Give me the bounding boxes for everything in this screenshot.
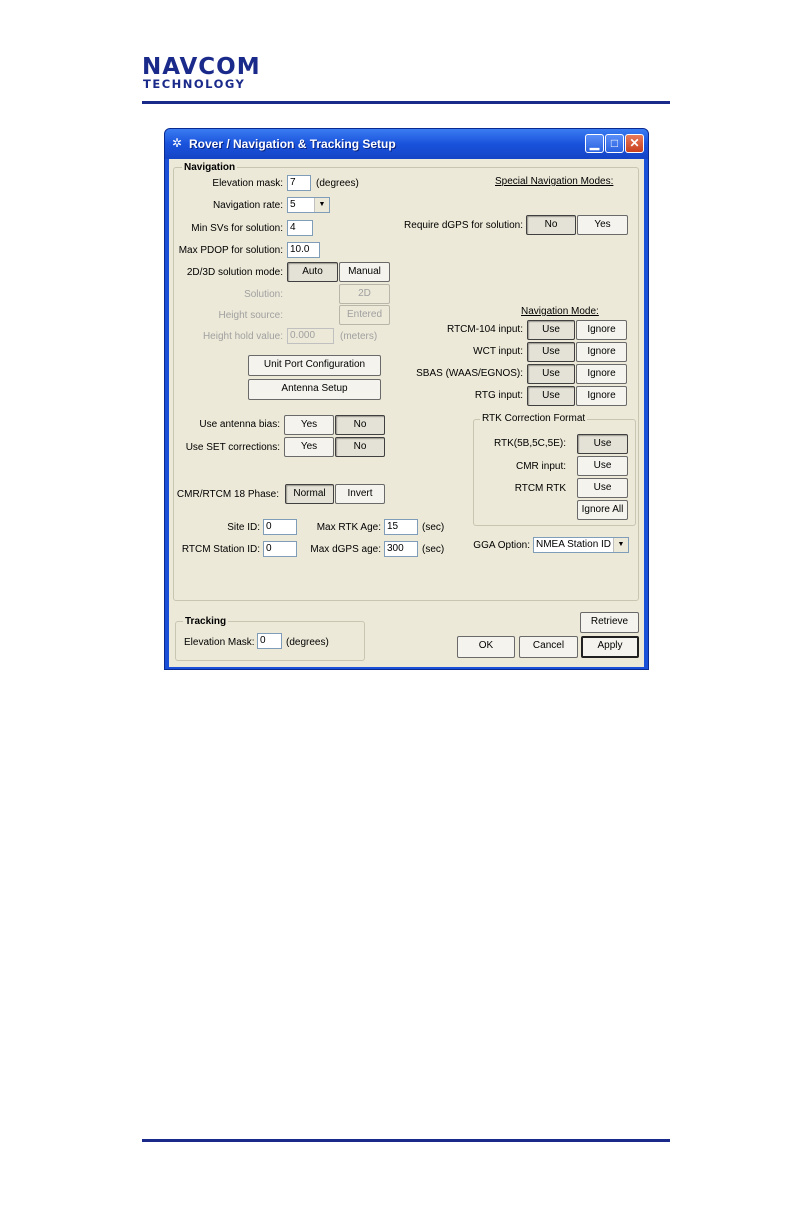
- chevron-down-icon[interactable]: ▼: [613, 538, 628, 552]
- maximize-button[interactable]: [605, 134, 624, 153]
- minimize-icon: ▁: [589, 136, 600, 150]
- cmr-phase-invert-button[interactable]: Invert: [335, 484, 385, 504]
- wct-label: WCT input:: [473, 346, 523, 357]
- satellite-icon: ✲: [172, 136, 183, 150]
- min-svs-label: Min SVs for solution:: [191, 223, 283, 234]
- tracking-group-label: Tracking: [185, 616, 227, 627]
- rtk-5b5c5e-label: RTK(5B,5C,5E):: [493, 438, 566, 449]
- antenna-setup-button[interactable]: Antenna Setup: [248, 379, 381, 400]
- title-bar[interactable]: [165, 129, 648, 159]
- height-source-label: Height source:: [218, 310, 283, 321]
- rtcm104-use-button[interactable]: Use: [527, 320, 575, 340]
- elevation-mask-label: Elevation mask:: [212, 178, 283, 189]
- navigation-rate-select[interactable]: [287, 197, 330, 213]
- apply-button[interactable]: Apply: [581, 636, 639, 658]
- chevron-down-icon[interactable]: ▼: [314, 198, 329, 212]
- height-source-entered-button[interactable]: Entered: [339, 305, 390, 325]
- set-corrections-label: Use SET corrections:: [185, 442, 280, 453]
- min-svs-input[interactable]: 4: [287, 220, 313, 236]
- set-corrections-no-button[interactable]: No: [335, 437, 385, 457]
- rtk-correction-format-label: RTK Correction Format: [482, 413, 586, 424]
- tracking-elevation-mask-label: Elevation Mask:: [184, 637, 255, 648]
- ignore-all-button[interactable]: Ignore All: [577, 500, 628, 520]
- rtk-5b5c5e-use-button[interactable]: Use: [577, 434, 628, 454]
- footer-rule: [142, 1139, 670, 1142]
- gga-option-value: NMEA Station ID: [536, 539, 612, 550]
- close-icon: ✕: [629, 136, 640, 150]
- require-dgps-label: Require dGPS for solution:: [404, 220, 523, 231]
- height-hold-label: Height hold value:: [202, 331, 283, 342]
- rtcm-rtk-label: RTCM RTK: [514, 483, 566, 494]
- rtg-ignore-button[interactable]: Ignore: [576, 386, 627, 406]
- require-dgps-no-button[interactable]: No: [526, 215, 576, 235]
- cmr-input-label: CMR input:: [515, 461, 566, 472]
- solution-2d-button[interactable]: 2D: [339, 284, 390, 304]
- close-button[interactable]: [625, 134, 644, 153]
- cmr-phase-normal-button[interactable]: Normal: [285, 484, 334, 504]
- cmr-phase-label: CMR/RTCM 18 Phase:: [176, 489, 279, 500]
- max-pdop-input[interactable]: 10.0: [287, 242, 320, 258]
- tracking-elevation-mask-unit: (degrees): [286, 637, 329, 648]
- antenna-bias-label: Use antenna bias:: [199, 419, 280, 430]
- solution-mode-label: 2D/3D solution mode:: [186, 267, 283, 278]
- logo-line2: TECHNOLOGY: [143, 77, 246, 91]
- gga-option-select[interactable]: [533, 537, 629, 553]
- solution-label: Solution:: [244, 289, 283, 300]
- rtcm104-ignore-button[interactable]: Ignore: [576, 320, 627, 340]
- minimize-button[interactable]: [585, 134, 604, 153]
- tracking-elevation-mask-input[interactable]: 0: [257, 633, 282, 649]
- rtcm-station-id-input[interactable]: 0: [263, 541, 297, 557]
- solution-mode-manual-button[interactable]: Manual: [339, 262, 390, 282]
- sbas-use-button[interactable]: Use: [527, 364, 575, 384]
- max-dgps-age-input[interactable]: 300: [384, 541, 418, 557]
- max-pdop-label: Max PDOP for solution:: [178, 245, 283, 256]
- max-rtk-age-unit: (sec): [422, 522, 445, 533]
- max-dgps-age-label: Max dGPS age:: [310, 544, 381, 555]
- rtg-label: RTG input:: [474, 390, 523, 401]
- rtcm-rtk-use-button[interactable]: Use: [577, 478, 628, 498]
- antenna-bias-no-button[interactable]: No: [335, 415, 385, 435]
- unit-port-configuration-button[interactable]: Unit Port Configuration: [248, 355, 381, 376]
- rtcm104-label: RTCM-104 input:: [447, 324, 523, 335]
- height-hold-input[interactable]: 0.000: [287, 328, 334, 344]
- gga-option-label: GGA Option:: [473, 540, 530, 551]
- solution-mode-auto-button[interactable]: Auto: [287, 262, 338, 282]
- elevation-mask-input[interactable]: 7: [287, 175, 311, 191]
- require-dgps-yes-button[interactable]: Yes: [577, 215, 628, 235]
- max-rtk-age-label: Max RTK Age:: [316, 522, 381, 533]
- max-rtk-age-input[interactable]: 15: [384, 519, 418, 535]
- maximize-icon: □: [610, 136, 619, 150]
- retrieve-button[interactable]: Retrieve: [580, 612, 639, 633]
- site-id-input[interactable]: 0: [263, 519, 297, 535]
- elevation-mask-unit: (degrees): [316, 178, 359, 189]
- set-corrections-yes-button[interactable]: Yes: [284, 437, 334, 457]
- wct-ignore-button[interactable]: Ignore: [576, 342, 627, 362]
- ok-button[interactable]: OK: [457, 636, 515, 658]
- special-navigation-modes-title: Special Navigation Modes:: [495, 176, 614, 187]
- navigation-group-label: Navigation: [184, 162, 236, 173]
- sbas-ignore-button[interactable]: Ignore: [576, 364, 627, 384]
- header-rule: [142, 101, 670, 104]
- dialog-client: [169, 159, 644, 667]
- window-title: Rover / Navigation & Tracking Setup: [189, 137, 396, 151]
- navigation-mode-title: Navigation Mode:: [521, 306, 599, 317]
- rtcm-station-id-label: RTCM Station ID:: [181, 544, 260, 555]
- site-id-label: Site ID:: [227, 522, 260, 533]
- cancel-button[interactable]: Cancel: [519, 636, 578, 658]
- sbas-label: SBAS (WAAS/EGNOS):: [416, 368, 523, 379]
- navigation-rate-value: 5: [290, 199, 296, 210]
- dialog-window: [164, 128, 649, 670]
- rtg-use-button[interactable]: Use: [527, 386, 575, 406]
- antenna-bias-yes-button[interactable]: Yes: [284, 415, 334, 435]
- max-dgps-age-unit: (sec): [422, 544, 445, 555]
- cmr-input-use-button[interactable]: Use: [577, 456, 628, 476]
- height-hold-unit: (meters): [340, 331, 378, 342]
- navigation-rate-label: Navigation rate:: [212, 200, 283, 211]
- logo-line1: NAVCOM: [142, 54, 261, 80]
- navcom-logo: [142, 54, 302, 91]
- wct-use-button[interactable]: Use: [527, 342, 575, 362]
